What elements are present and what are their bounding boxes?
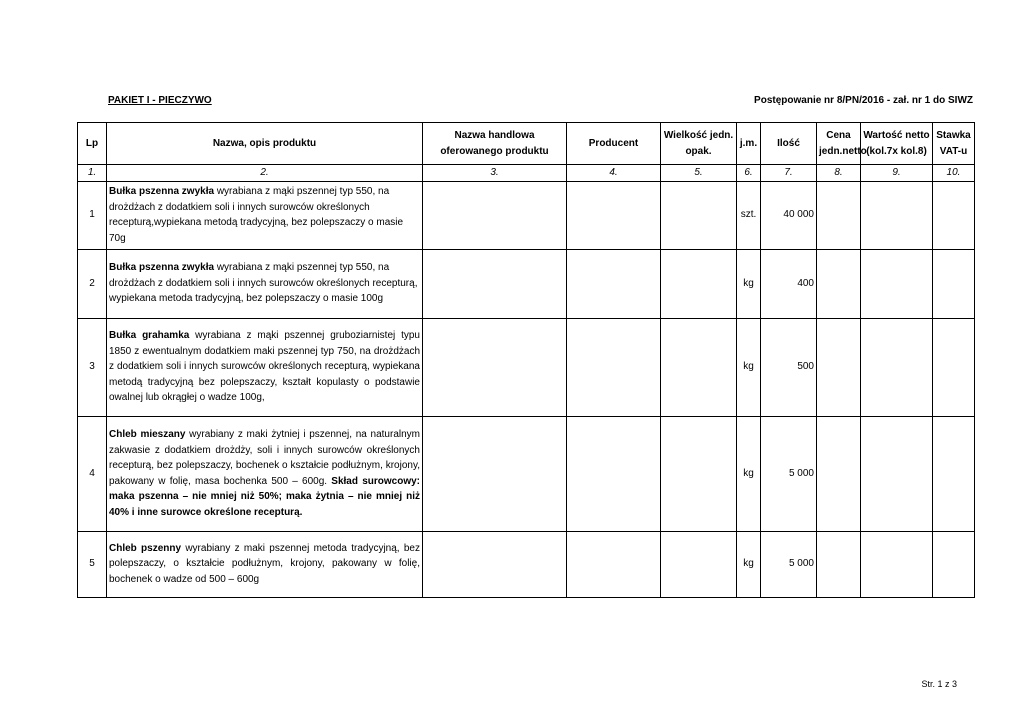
header-lp: Lp	[78, 123, 107, 165]
header-producer: Producent	[567, 123, 661, 165]
product-description	[107, 318, 423, 416]
unit-cell: kg	[737, 249, 761, 318]
producer-cell[interactable]	[567, 318, 661, 416]
net-value-cell[interactable]	[861, 531, 933, 597]
page-number: Str. 1 z 3	[921, 679, 957, 689]
quantity-cell: 500	[761, 318, 817, 416]
quantity-cell: 5 000	[761, 416, 817, 531]
trade-name-cell[interactable]	[423, 181, 567, 249]
unit-cell: kg	[737, 531, 761, 597]
procedure-reference: Postępowanie nr 8/PN/2016 - zał. nr 1 do SIWZ	[754, 95, 973, 106]
table-row	[78, 249, 975, 318]
package-size-cell[interactable]	[661, 531, 737, 597]
quantity-cell: 400	[761, 249, 817, 318]
header-name: Nazwa, opis produktu	[107, 123, 423, 165]
column-number: 7.	[761, 165, 817, 182]
row-lp: 1	[78, 181, 107, 249]
column-number: 10.	[933, 165, 975, 182]
column-number-row	[78, 165, 975, 182]
column-number: 1.	[78, 165, 107, 182]
table-row	[78, 531, 975, 597]
column-number: 5.	[661, 165, 737, 182]
unit-cell: szt.	[737, 181, 761, 249]
table-header-row	[78, 123, 975, 165]
product-name: Bułka pszenna zwykła	[109, 186, 215, 197]
net-value-cell[interactable]	[861, 416, 933, 531]
unit-price-cell[interactable]	[817, 416, 861, 531]
unit-cell: kg	[737, 318, 761, 416]
column-number: 4.	[567, 165, 661, 182]
column-number: 8.	[817, 165, 861, 182]
unit-price-cell[interactable]	[817, 531, 861, 597]
vat-rate-cell[interactable]	[933, 531, 975, 597]
vat-rate-cell[interactable]	[933, 318, 975, 416]
producer-cell[interactable]	[567, 181, 661, 249]
product-desc-text: wyrabiany z maki pszennej metoda tradycyjną, bez polepszaczy, o kształcie podłużnym, krojony, pakowany w folię, bochenek o wadze od 500 – 600g	[109, 542, 420, 585]
package-size-cell[interactable]	[661, 181, 737, 249]
quantity-cell: 40 000	[761, 181, 817, 249]
product-desc-text: wyrabiana z mąki pszennej typ 550, na drożdżach z dodatkiem soli i innych surowców określonych recepturą,wypiekana metodą tradycyjną, bez polepszaczy o masie 70g	[109, 186, 404, 244]
producer-cell[interactable]	[567, 416, 661, 531]
product-desc-text: wyrabiana z mąki pszennej typ 550, na drożdżach z dodatkiem soli i innych surowców określonych recepturą, wypiekana metoda tradycyjną, bez polepszaczy o masie 100g	[109, 262, 418, 305]
product-desc-text: wyrabiana z mąki pszennej gruboziarnistej typu 1850 z ewentualnym dodatkiem maki pszennej typ 750, na drożdżach z dodatkiem soli i innych surowców określonych recepturą, wypiekana metodą tradycyjną bez polepszaczy, kształt kopulasty o podstawie owalnej lub okrągłej o wadze 100g,	[109, 330, 420, 404]
row-lp: 3	[78, 318, 107, 416]
header-unit: j.m.	[737, 123, 761, 165]
unit-price-cell[interactable]	[817, 318, 861, 416]
column-number: 3.	[423, 165, 567, 182]
vat-rate-cell[interactable]	[933, 416, 975, 531]
product-name: Bułka grahamka	[109, 330, 190, 342]
header-trade-name: Nazwa handlowa oferowanego produktu	[423, 123, 567, 165]
row-lp: 5	[78, 531, 107, 597]
vat-rate-cell[interactable]	[933, 181, 975, 249]
producer-cell[interactable]	[567, 531, 661, 597]
product-description	[107, 416, 423, 531]
header-vat-rate: Stawka VAT-u	[933, 123, 975, 165]
column-number: 9.	[861, 165, 933, 182]
product-desc-bold: Skład surowcowy: maka pszenna – nie mniej niż 50%; maka żytnia – nie mniej niż 40% i inne surowce określone recepturą.	[109, 475, 420, 518]
product-description	[107, 531, 423, 597]
product-desc-text: wyrabiany z maki żytniej i pszennej, na naturalnym zakwasie z dodatkiem drożdży, soli i innych surowców określonych recepturą, bez polepszaczy, bochenek o kształcie podłużnym, krojony, pakowany w folię, masa bochenka 500 – 600g.	[109, 429, 420, 487]
vat-rate-cell[interactable]	[933, 249, 975, 318]
product-name: Bułka pszenna zwykła	[109, 262, 215, 274]
row-lp: 4	[78, 416, 107, 531]
header-package-size: Wielkość jedn. opak.	[661, 123, 737, 165]
column-number: 6.	[737, 165, 761, 182]
trade-name-cell[interactable]	[423, 318, 567, 416]
unit-price-cell[interactable]	[817, 249, 861, 318]
product-name: Chleb pszenny	[109, 542, 182, 554]
net-value-cell[interactable]	[861, 181, 933, 249]
header-quantity: Ilość	[761, 123, 817, 165]
column-number: 2.	[107, 165, 423, 182]
trade-name-cell[interactable]	[423, 249, 567, 318]
table-row	[78, 318, 975, 416]
row-lp: 2	[78, 249, 107, 318]
net-value-cell[interactable]	[861, 249, 933, 318]
table-row	[78, 181, 975, 249]
product-description	[107, 249, 423, 318]
product-name: Chleb mieszany	[109, 429, 186, 440]
trade-name-cell[interactable]	[423, 531, 567, 597]
product-table	[77, 122, 975, 598]
package-size-cell[interactable]	[661, 416, 737, 531]
trade-name-cell[interactable]	[423, 416, 567, 531]
package-size-cell[interactable]	[661, 249, 737, 318]
quantity-cell: 5 000	[761, 531, 817, 597]
unit-price-cell[interactable]	[817, 181, 861, 249]
package-title: PAKIET I - PIECZYWO	[108, 95, 212, 106]
header-unit-price: Cena jedn.netto	[817, 123, 861, 165]
unit-cell: kg	[737, 416, 761, 531]
table-row	[78, 416, 975, 531]
product-description	[107, 181, 423, 249]
package-size-cell[interactable]	[661, 318, 737, 416]
net-value-cell[interactable]	[861, 318, 933, 416]
header-net-value: Wartość netto (kol.7x kol.8)	[861, 123, 933, 165]
producer-cell[interactable]	[567, 249, 661, 318]
